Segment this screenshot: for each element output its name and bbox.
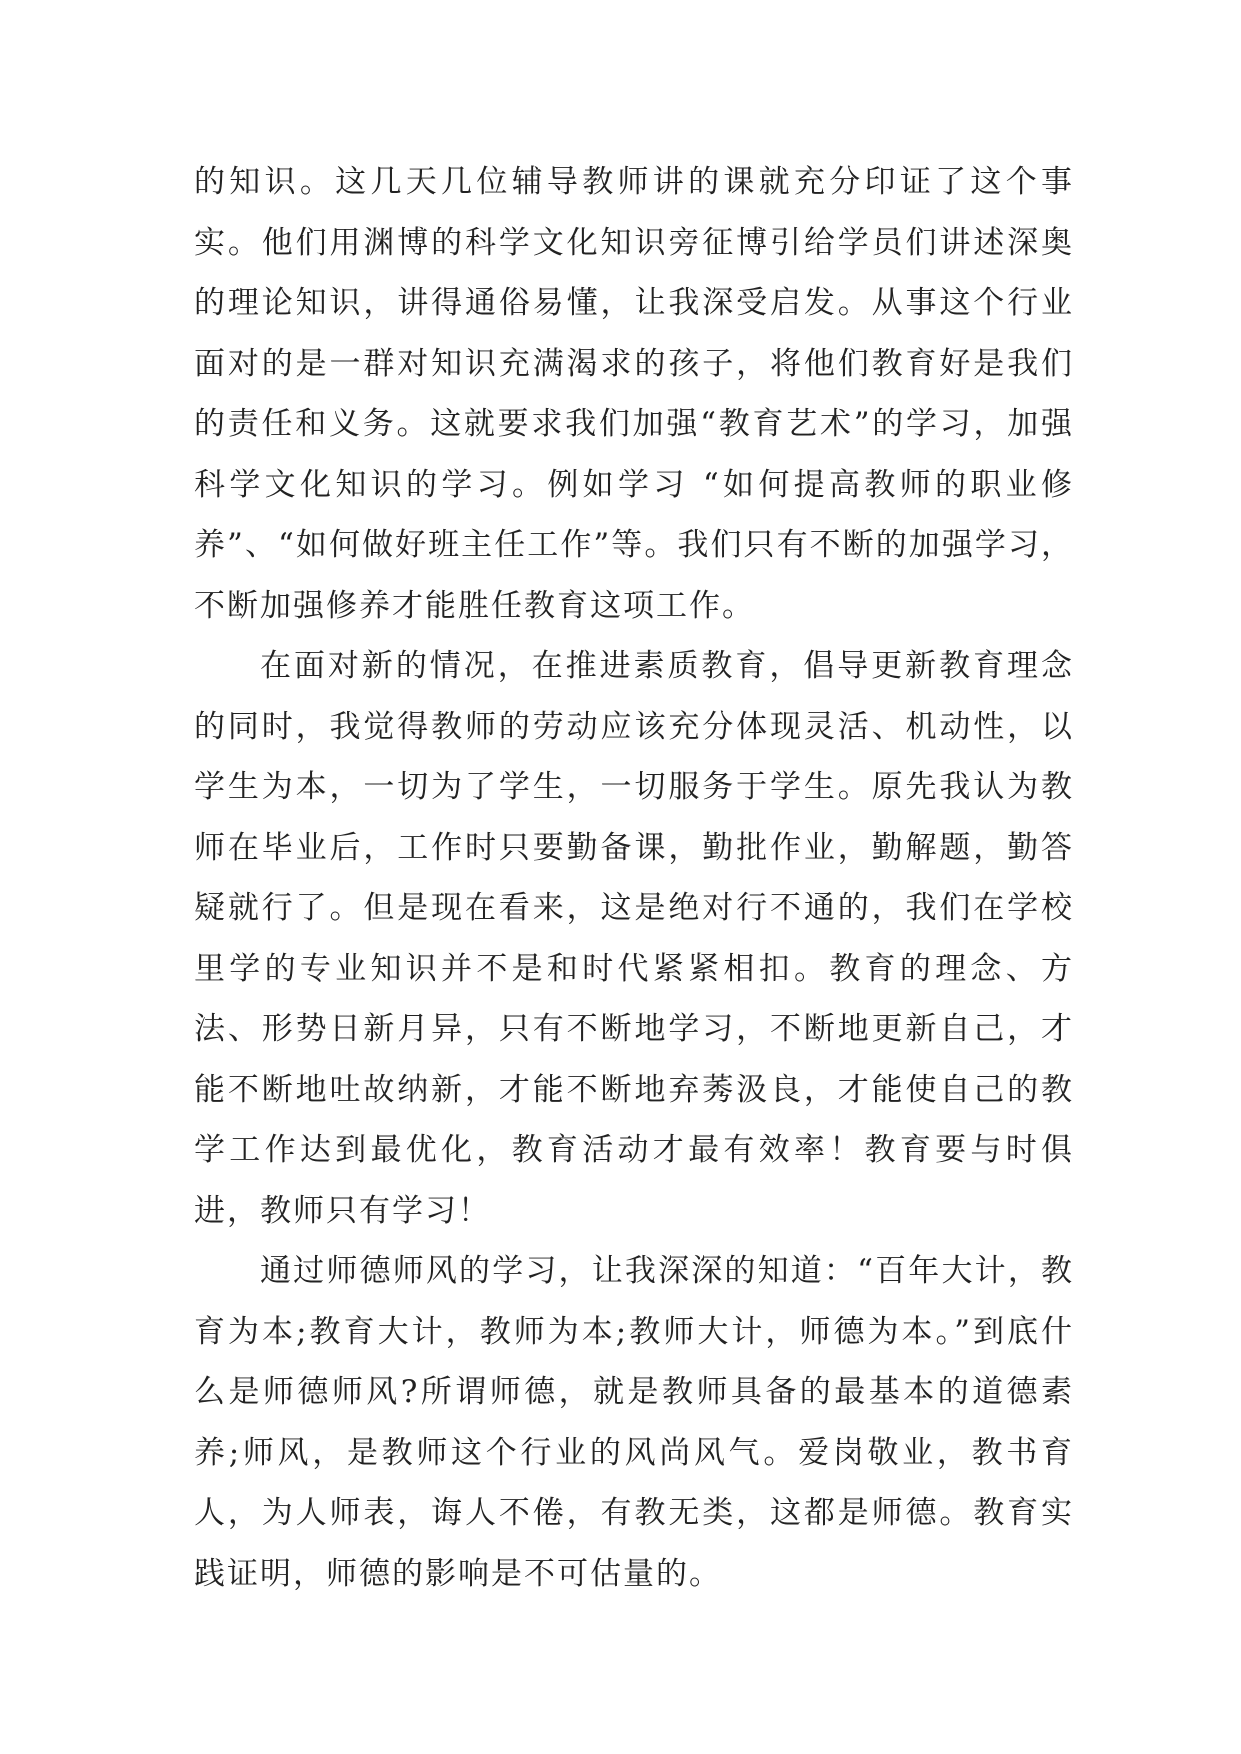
paragraph-continuation: 的知识。这几天几位辅导教师讲的课就充分印证了这个事实。他们用渊博的科学文化知识旁征博引给学员们讲述深奥的理论知识，讲得通俗易懂，让我深受启发。从事这个行业面对的是一群对知识充满渴求的孩子，将他们教育好是我们的责任和义务。这就要求我们加强“教育艺术”的学习，加强科学文化知识的学习。例如学习 “如何提高教师的职业修养”、“如何做好班主任工作”等。我们只有不断的加强学习，不断加强修养才能胜任教育这项工作。 — [194, 164, 1074, 624]
paragraph-teacher-ethics: 通过师德师风的学习，让我深深的知道：“百年大计，教育为本;教育大计，教师为本;教师大计，师德为本。”到底什么是师德师风?所谓师德，就是教师具备的最基本的道德素养;师风，是教师这个行业的风尚风气。爱岗敬业，教书育人，为人师表，诲人不倦，有教无类，这都是师德。教育实践证明，师德的影响是不可估量的。 — [194, 1253, 1074, 1592]
document-body — [194, 152, 1074, 1604]
paragraph-new-situation: 在面对新的情况，在推进素质教育，倡导更新教育理念的同时，我觉得教师的劳动应该充分体现灵活、机动性，以学生为本，一切为了学生，一切服务于学生。原先我认为教师在毕业后，工作时只要勤备课，勤批作业，勤解题，勤答疑就行了。但是现在看来，这是绝对行不通的，我们在学校里学的专业知识并不是和时代紧紧相扣。教育的理念、方法、形势日新月异，只有不断地学习，不断地更新自己，才能不断地吐故纳新，才能不断地弃莠汲良，才能使自己的教学工作达到最优化，教育活动才最有效率！教育要与时俱进，教师只有学习！ — [194, 648, 1074, 1229]
